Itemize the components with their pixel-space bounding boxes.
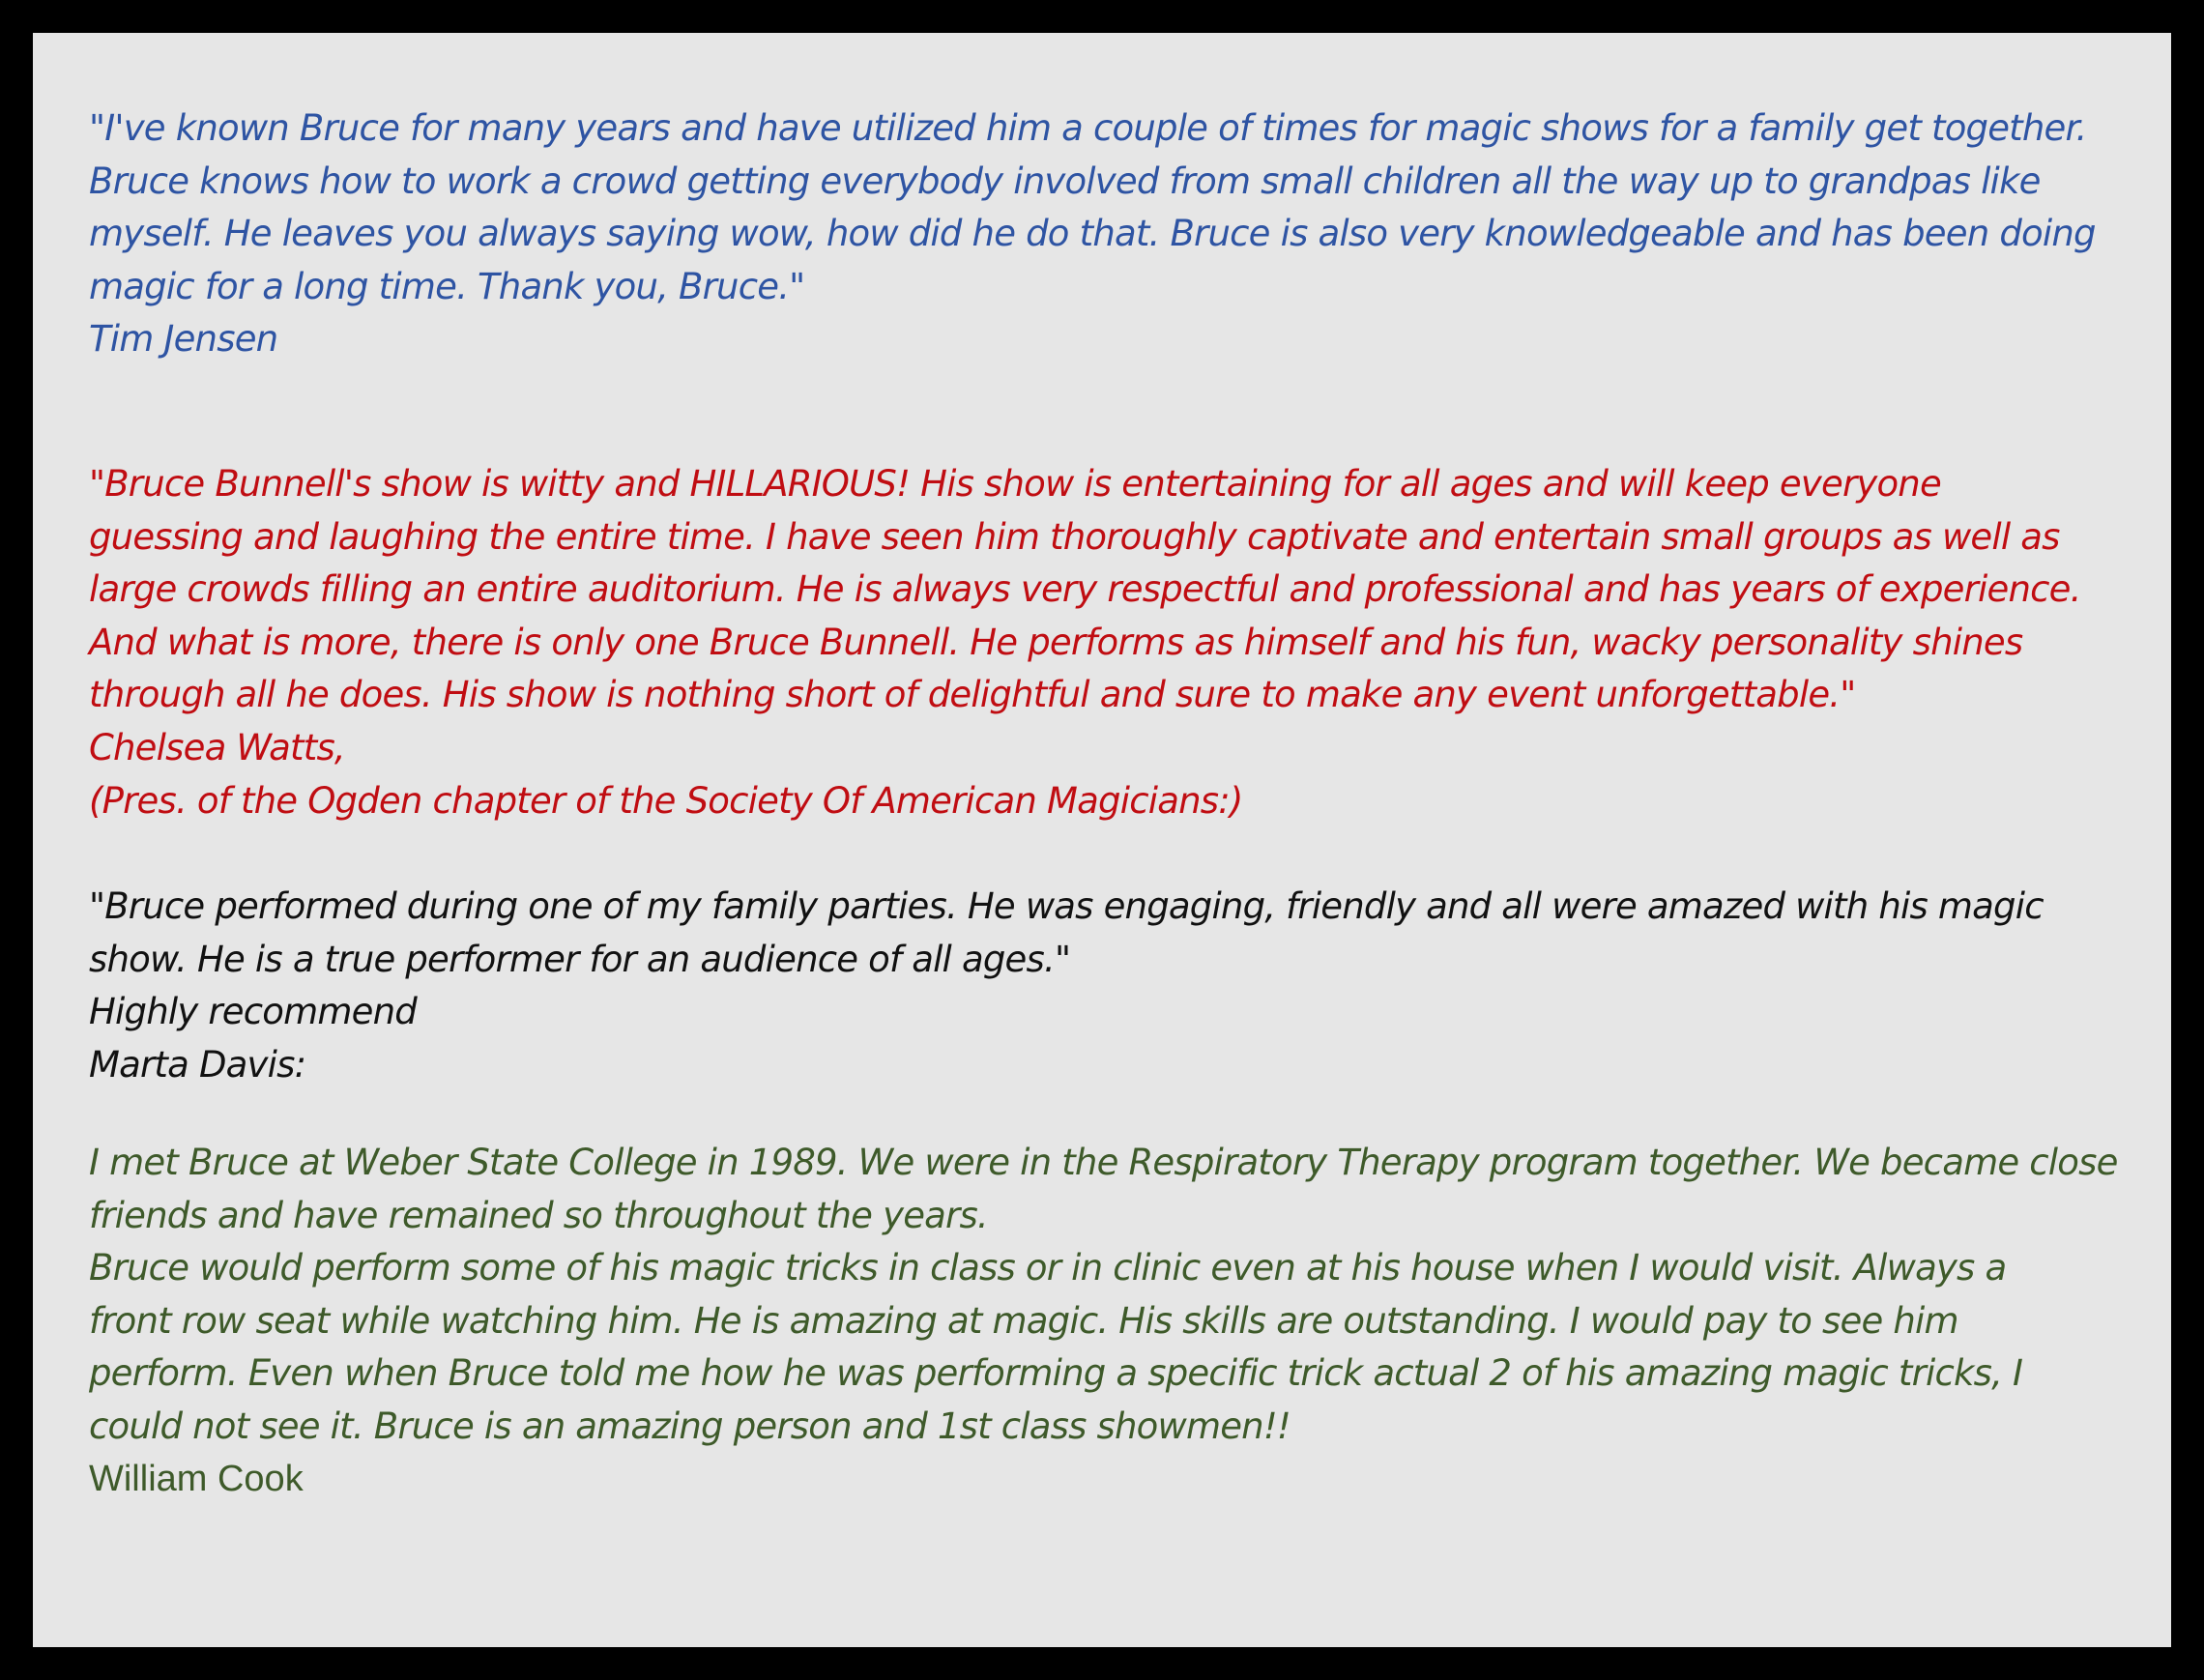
quote-line: show. He is a true performer for an audience of all ages." bbox=[89, 938, 1071, 980]
quote-line: "Bruce Bunnell's show is witty and HILLARIOUS! His show is entertaining for all ages and will keep everyone bbox=[89, 463, 1941, 505]
quote-line: myself. He leaves you always saying wow, how did he do that. Bruce is also very knowledgeable and has been doing bbox=[89, 213, 2096, 255]
quote-line: magic for a long time. Thank you, Bruce." bbox=[89, 265, 805, 307]
testimonial-chelsea-watts bbox=[89, 458, 2109, 827]
quote-line: perform. Even when Bruce told me how he was performing a specific trick actual 2 of his amazing magic tricks, I bbox=[89, 1352, 2023, 1395]
quote-line: "I've known Bruce for many years and have utilized him a couple of times for magic shows for a family get together. bbox=[89, 107, 2087, 149]
testimonial-author: Marta Davis: bbox=[89, 1043, 306, 1086]
quote-line: "Bruce performed during one of my family parties. He was engaging, friendly and all were amazed with his magic bbox=[89, 885, 2044, 927]
quote-line: Highly recommend bbox=[89, 991, 417, 1033]
quote-line: guessing and laughing the entire time. I have seen him thoroughly captivate and entertain small groups as well as bbox=[89, 515, 2060, 558]
testimonial-author: Chelsea Watts, bbox=[89, 726, 345, 768]
testimonial-author-title: (Pres. of the Ogden chapter of the Society Of American Magicians:) bbox=[89, 779, 1243, 822]
testimonial-author: Tim Jensen bbox=[89, 318, 278, 361]
quote-line: Bruce would perform some of his magic tricks in class or in clinic even at his house when I would visit. Always a bbox=[89, 1247, 2007, 1289]
testimonial-author: William Cook bbox=[89, 1458, 304, 1499]
quote-line: through all he does. His show is nothing short of delightful and sure to make any event unforgettable." bbox=[89, 674, 1856, 716]
testimonial-marta-davis bbox=[89, 881, 2109, 1091]
quote-line: front row seat while watching him. He is amazing at magic. His skills are outstanding. I would pay to see him bbox=[89, 1299, 1958, 1342]
testimonial-tim-jensen bbox=[89, 102, 2109, 366]
quote-line: friends and have remained so throughout the years. bbox=[89, 1194, 988, 1236]
quote-line: large crowds filling an entire auditorium. He is always very respectful and professional and has years of experience. bbox=[89, 568, 2081, 611]
quote-line: I met Bruce at Weber State College in 1989. We were in the Respiratory Therapy program together. We became close bbox=[89, 1142, 2118, 1183]
quote-line: Bruce knows how to work a crowd getting everybody involved from small children all the way up to grandpas like bbox=[89, 159, 2041, 202]
quote-line: could not see it. Bruce is an amazing person and 1st class showmen!! bbox=[89, 1405, 1290, 1447]
quote-line: And what is more, there is only one Bruce Bunnell. He performs as himself and his fun, wacky personality shines bbox=[89, 621, 2023, 663]
testimonial-william-cook bbox=[89, 1137, 2118, 1504]
